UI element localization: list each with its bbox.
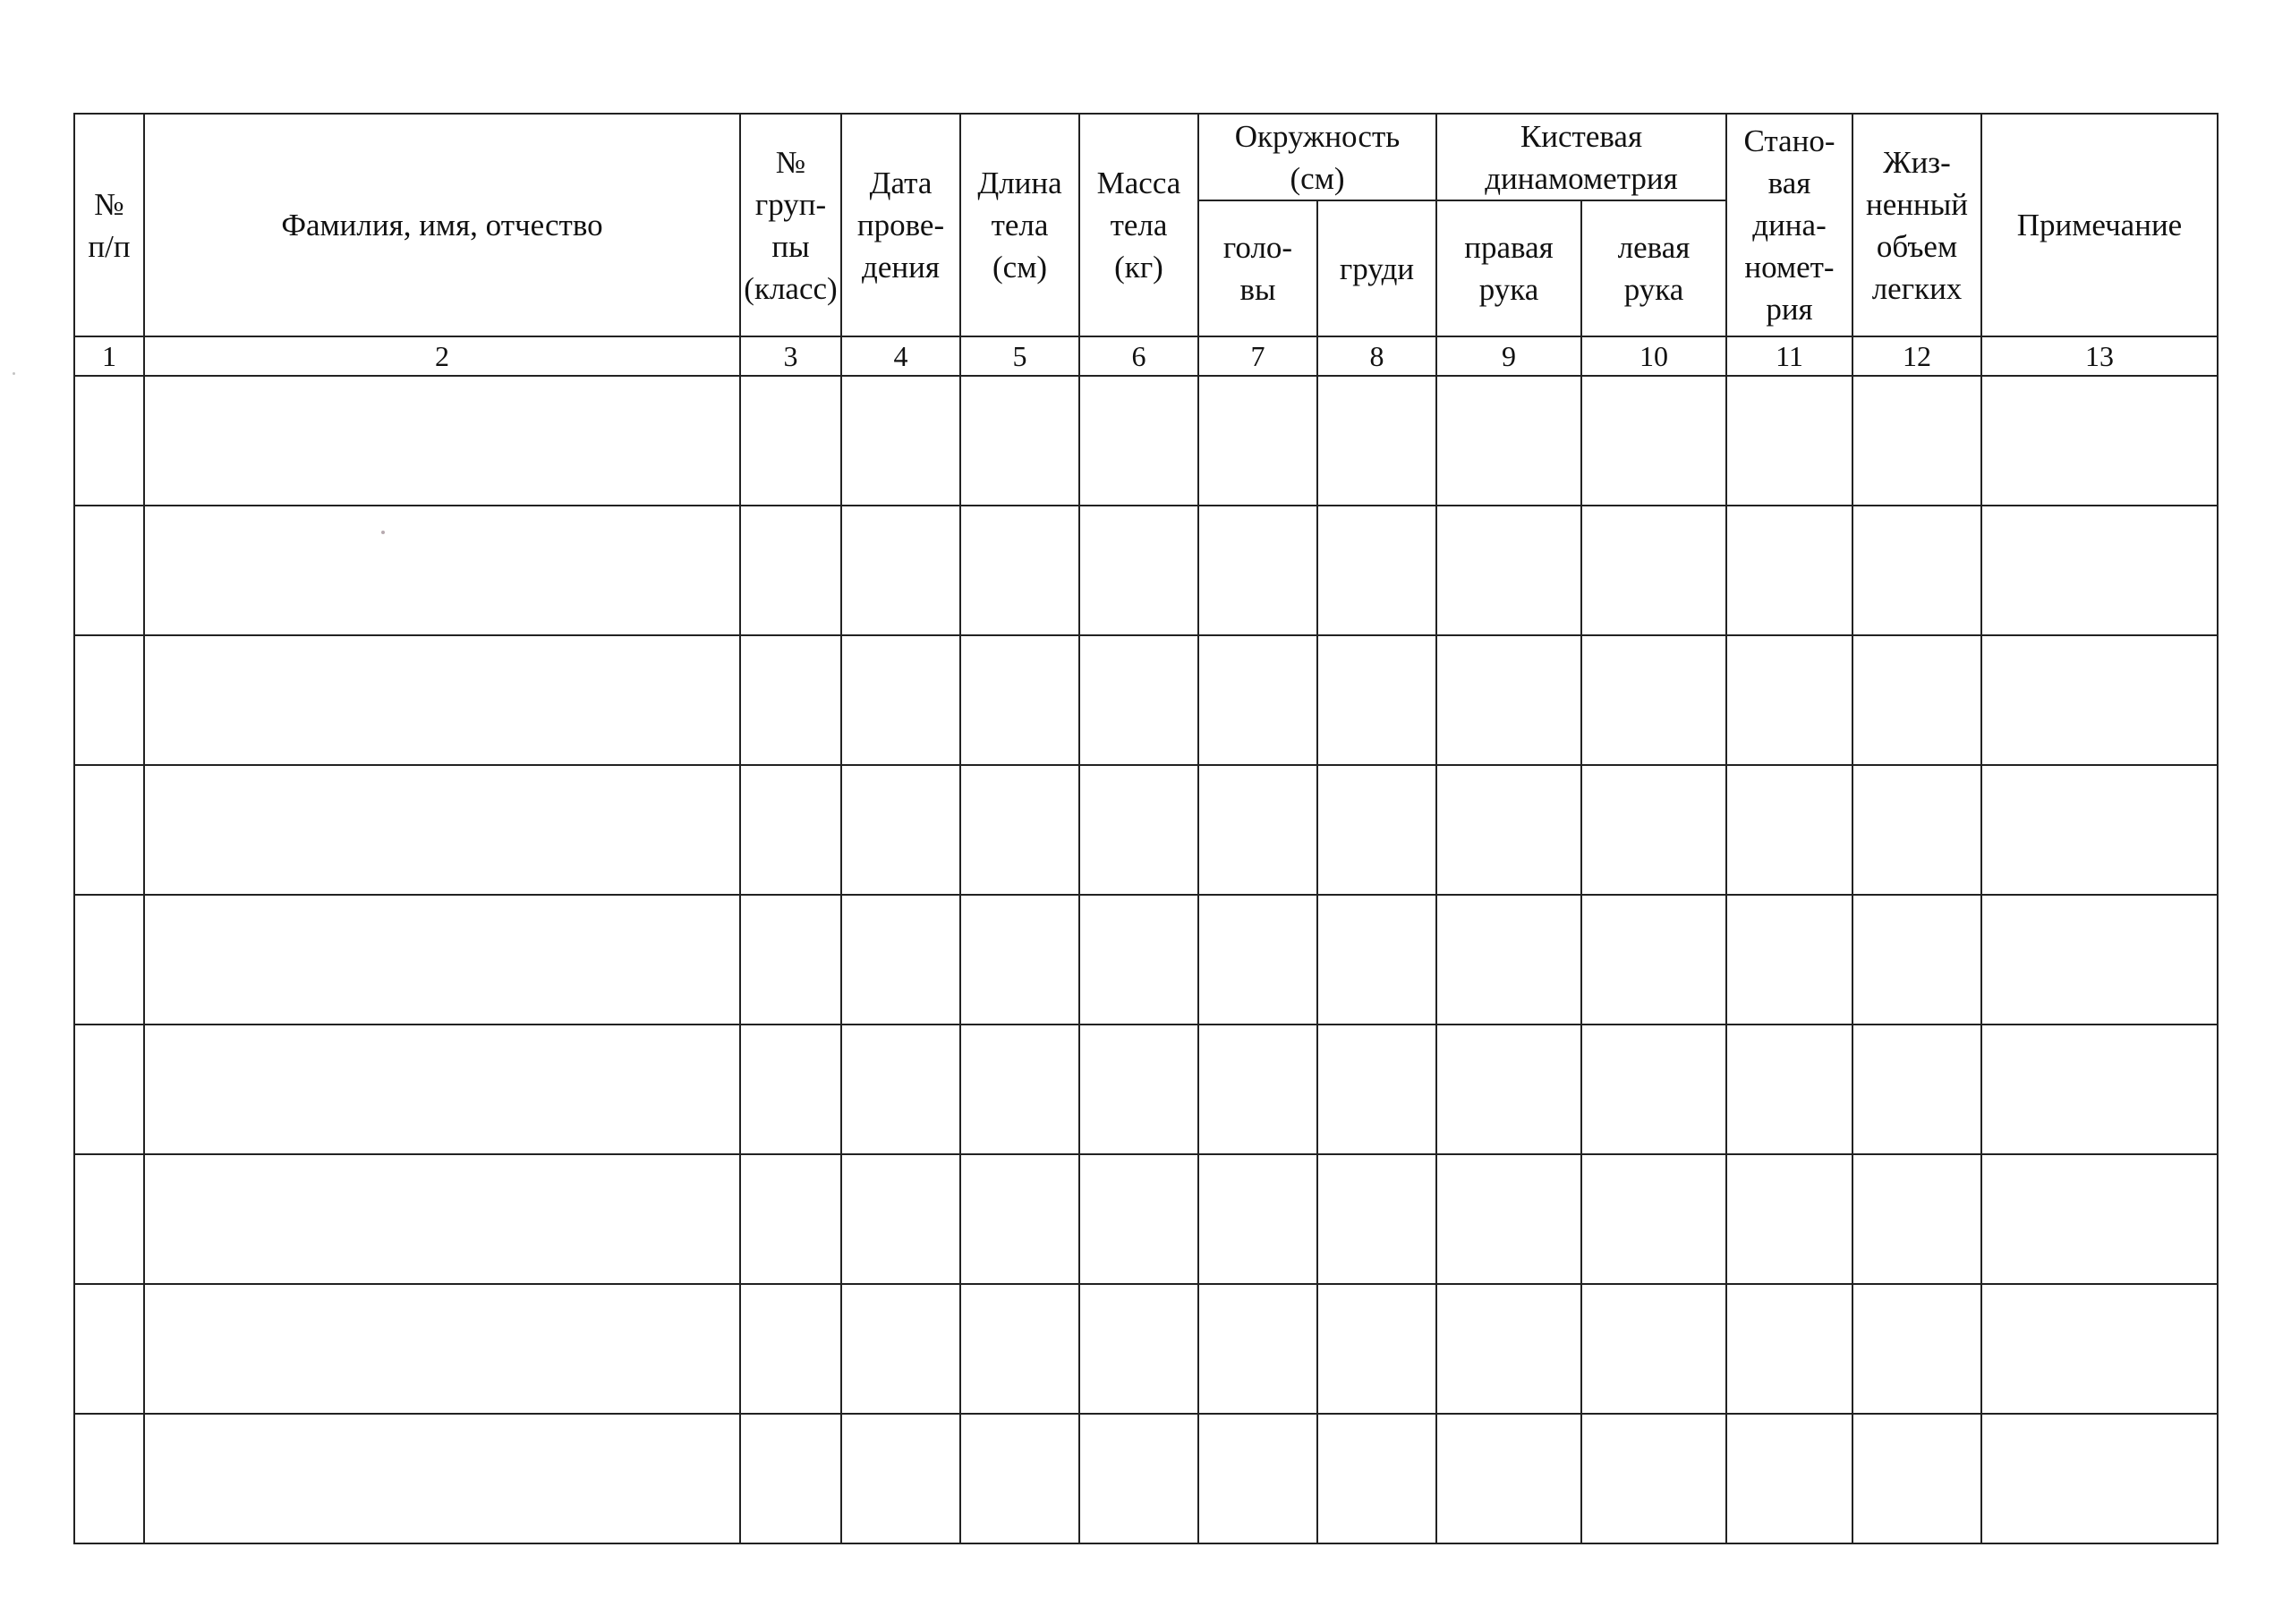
table-cell[interactable] [1436, 1154, 1581, 1284]
table-cell[interactable] [1317, 635, 1436, 765]
table-cell[interactable] [1436, 506, 1581, 635]
header-left-hand: левая рука [1581, 200, 1726, 336]
table-cell[interactable] [1436, 1284, 1581, 1414]
column-number: 4 [841, 336, 960, 376]
table-cell[interactable] [1981, 506, 2218, 635]
table-cell[interactable] [1852, 765, 1981, 895]
table-row [74, 1025, 2218, 1154]
column-number: 1 [74, 336, 144, 376]
table-cell[interactable] [1726, 635, 1852, 765]
table-cell[interactable] [74, 376, 144, 506]
header-right-hand: правая рука [1436, 200, 1581, 336]
table-cell[interactable] [960, 376, 1079, 506]
table-cell[interactable] [1317, 376, 1436, 506]
table-cell[interactable] [841, 1414, 960, 1543]
table-cell[interactable] [1436, 376, 1581, 506]
table-cell[interactable] [74, 1284, 144, 1414]
header-date: Дата прове- дения [841, 114, 960, 336]
table-cell[interactable] [1581, 765, 1726, 895]
table-cell[interactable] [74, 1414, 144, 1543]
table-cell[interactable] [144, 1025, 740, 1154]
header-body-mass: Масса тела (кг) [1079, 114, 1198, 336]
scan-speck [13, 372, 15, 375]
table-cell[interactable] [1317, 506, 1436, 635]
table-cell[interactable] [1581, 895, 1726, 1025]
table-cell[interactable] [1981, 1414, 2218, 1543]
table-cell[interactable] [1581, 635, 1726, 765]
table-cell[interactable] [1198, 1154, 1317, 1284]
table-cell[interactable] [1436, 765, 1581, 895]
header-chest-circumference: груди [1317, 200, 1436, 336]
table-cell[interactable] [1317, 1414, 1436, 1543]
table-cell[interactable] [1198, 765, 1317, 895]
table-row [74, 895, 2218, 1025]
table-cell[interactable] [144, 765, 740, 895]
table-row [74, 1414, 2218, 1543]
table-cell[interactable] [1852, 635, 1981, 765]
table-cell[interactable] [1726, 1154, 1852, 1284]
table-cell[interactable] [1079, 1414, 1198, 1543]
table-row [74, 1154, 2218, 1284]
table-cell[interactable] [960, 635, 1079, 765]
table-cell[interactable] [1079, 635, 1198, 765]
table-cell[interactable] [144, 635, 740, 765]
table-cell[interactable] [1079, 1025, 1198, 1154]
table-cell[interactable] [74, 635, 144, 765]
table-cell[interactable] [841, 1025, 960, 1154]
table-cell[interactable] [1852, 1284, 1981, 1414]
column-number: 13 [1981, 336, 2218, 376]
table-row [74, 376, 2218, 506]
table-cell[interactable] [74, 1025, 144, 1154]
table-cell[interactable] [1317, 1284, 1436, 1414]
column-number: 9 [1436, 336, 1581, 376]
table-cell[interactable] [1436, 635, 1581, 765]
column-number: 6 [1079, 336, 1198, 376]
table-cell[interactable] [1581, 376, 1726, 506]
column-number: 5 [960, 336, 1079, 376]
table-cell[interactable] [960, 1154, 1079, 1284]
table-body [74, 376, 2218, 1543]
table-cell[interactable] [1852, 376, 1981, 506]
table-row [74, 635, 2218, 765]
table-cell[interactable] [1317, 1025, 1436, 1154]
table-cell[interactable] [1581, 1025, 1726, 1154]
header-num: № п/п [74, 114, 144, 336]
table-cell[interactable] [144, 1414, 740, 1543]
measurement-table [73, 113, 2219, 1544]
table-cell[interactable] [1726, 895, 1852, 1025]
header-back-dynamometry: Стано- вая дина- номет- рия [1726, 114, 1852, 336]
table-cell[interactable] [960, 765, 1079, 895]
table-cell[interactable] [1726, 1284, 1852, 1414]
table-cell[interactable] [1726, 765, 1852, 895]
header-full-name: Фамилия, имя, отчество [144, 114, 740, 336]
table-cell[interactable] [1981, 765, 2218, 895]
column-number: 7 [1198, 336, 1317, 376]
table-row [74, 765, 2218, 895]
column-number: 2 [144, 336, 740, 376]
table-row [74, 506, 2218, 635]
table-cell[interactable] [144, 376, 740, 506]
table-cell[interactable] [1852, 1025, 1981, 1154]
table-cell[interactable] [841, 506, 960, 635]
table-cell[interactable] [1581, 1284, 1726, 1414]
table-cell[interactable] [841, 1284, 960, 1414]
header-circumference: Окружность (см) [1198, 114, 1436, 200]
table-cell[interactable] [1198, 1414, 1317, 1543]
table-cell[interactable] [74, 1154, 144, 1284]
table-cell[interactable] [841, 635, 960, 765]
table-cell[interactable] [1436, 1025, 1581, 1154]
table-cell[interactable] [960, 895, 1079, 1025]
table-cell[interactable] [1198, 1284, 1317, 1414]
table-cell[interactable] [740, 895, 841, 1025]
table-cell[interactable] [1852, 895, 1981, 1025]
table-cell[interactable] [841, 765, 960, 895]
table-cell[interactable] [1726, 376, 1852, 506]
table-cell[interactable] [740, 635, 841, 765]
header-body-length: Длина тела (см) [960, 114, 1079, 336]
column-number: 11 [1726, 336, 1852, 376]
table-cell[interactable] [960, 1025, 1079, 1154]
table-cell[interactable] [1079, 765, 1198, 895]
column-number: 3 [740, 336, 841, 376]
table-cell[interactable] [74, 765, 144, 895]
scan-speck [381, 531, 385, 534]
column-number: 12 [1852, 336, 1981, 376]
table-cell[interactable] [1079, 1154, 1198, 1284]
table-cell[interactable] [1981, 635, 2218, 765]
table-cell[interactable] [74, 506, 144, 635]
table-cell[interactable] [841, 376, 960, 506]
table-cell[interactable] [1726, 1414, 1852, 1543]
table-cell[interactable] [1079, 1284, 1198, 1414]
table-cell[interactable] [1198, 506, 1317, 635]
table-cell[interactable] [1436, 895, 1581, 1025]
table-cell[interactable] [740, 1284, 841, 1414]
table-cell[interactable] [841, 1154, 960, 1284]
table-cell[interactable] [1581, 1154, 1726, 1284]
table-cell[interactable] [1198, 376, 1317, 506]
table-cell[interactable] [1317, 765, 1436, 895]
table-cell[interactable] [740, 1025, 841, 1154]
table-cell[interactable] [1198, 1025, 1317, 1154]
column-number-row [74, 336, 2218, 376]
table-cell[interactable] [1981, 376, 2218, 506]
table-cell[interactable] [144, 1154, 740, 1284]
header-head-circumference: голо- вы [1198, 200, 1317, 336]
table-cell[interactable] [1581, 1414, 1726, 1543]
table-cell[interactable] [1317, 1154, 1436, 1284]
table-cell[interactable] [144, 506, 740, 635]
table-cell[interactable] [144, 895, 740, 1025]
header-lung-capacity: Жиз- ненный объем легких [1852, 114, 1981, 336]
table-cell[interactable] [1852, 506, 1981, 635]
table-cell[interactable] [1981, 895, 2218, 1025]
table-cell[interactable] [1852, 1414, 1981, 1543]
table-cell[interactable] [1726, 1025, 1852, 1154]
table-cell[interactable] [1852, 1154, 1981, 1284]
table-cell[interactable] [740, 1414, 841, 1543]
table-cell[interactable] [960, 1414, 1079, 1543]
table-cell[interactable] [1981, 1025, 2218, 1154]
table-cell[interactable] [1981, 1154, 2218, 1284]
table-cell[interactable] [740, 1154, 841, 1284]
header-group: № груп- пы (класс) [740, 114, 841, 336]
table-cell[interactable] [1317, 895, 1436, 1025]
table-cell[interactable] [1581, 506, 1726, 635]
table-cell[interactable] [740, 506, 841, 635]
table-cell[interactable] [1981, 1284, 2218, 1414]
table-cell[interactable] [74, 895, 144, 1025]
table-cell[interactable] [1726, 506, 1852, 635]
table-row [74, 1284, 2218, 1414]
table-cell[interactable] [1198, 635, 1317, 765]
header-hand-dynamometry: Кистевая динамометрия [1436, 114, 1726, 200]
table-cell[interactable] [1198, 895, 1317, 1025]
column-number: 8 [1317, 336, 1436, 376]
header-row-1 [74, 114, 2218, 200]
table-cell[interactable] [740, 765, 841, 895]
table-cell[interactable] [1079, 895, 1198, 1025]
column-number: 10 [1581, 336, 1726, 376]
table-cell[interactable] [960, 1284, 1079, 1414]
table-cell[interactable] [144, 1284, 740, 1414]
table-cell[interactable] [1079, 506, 1198, 635]
table-cell[interactable] [740, 376, 841, 506]
header-note: Примечание [1981, 114, 2218, 336]
table-cell[interactable] [960, 506, 1079, 635]
table-cell[interactable] [1436, 1414, 1581, 1543]
table-cell[interactable] [1079, 376, 1198, 506]
table-cell[interactable] [841, 895, 960, 1025]
